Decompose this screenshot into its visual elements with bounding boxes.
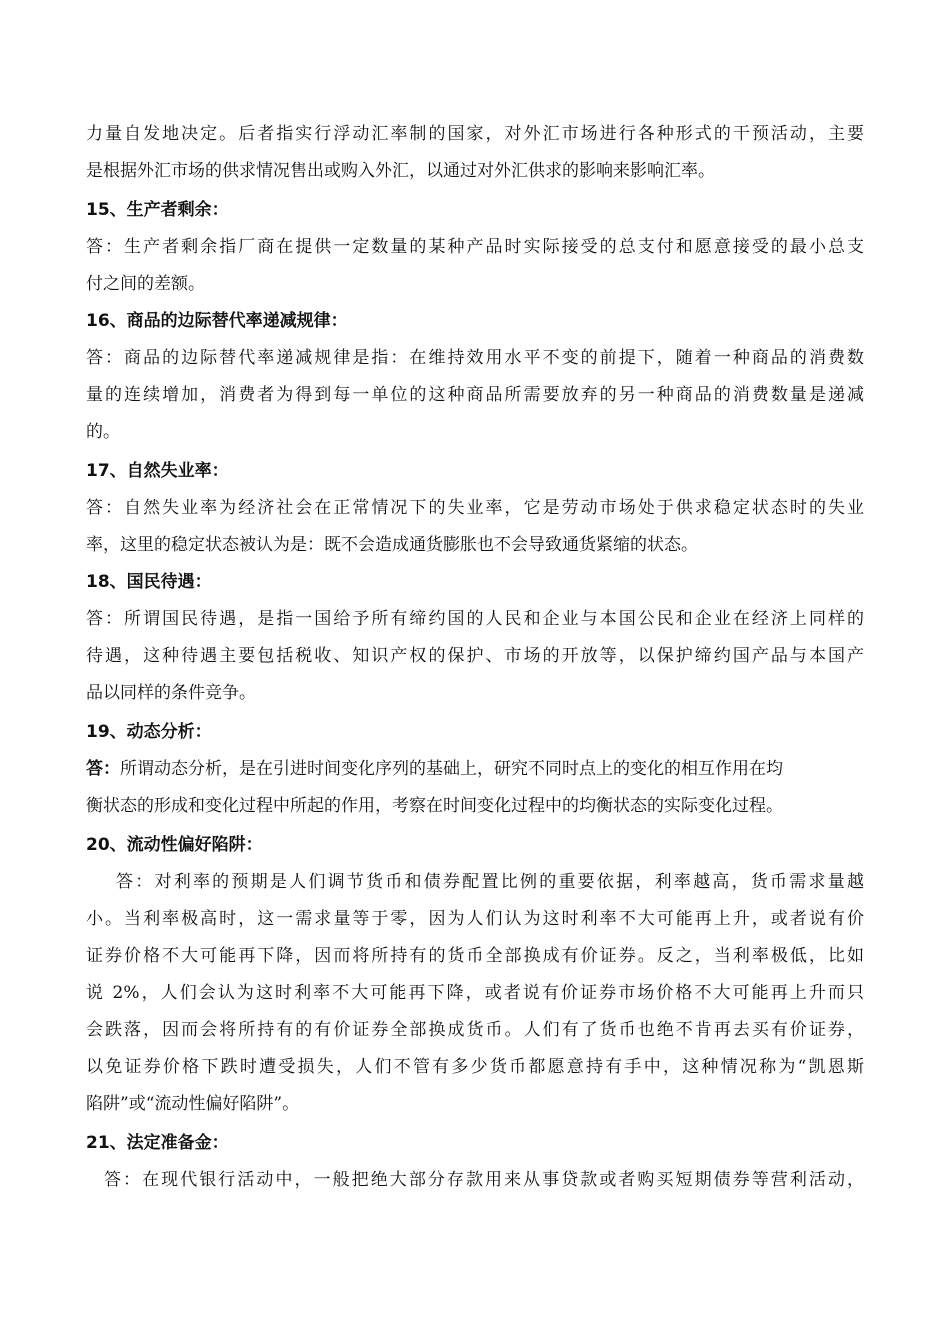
section-heading: 16、商品的边际替代率递减规律： bbox=[86, 311, 348, 331]
paragraph-line: 证券价格不大可能再下降，因而将所持有的货币全部换成有价证券。反之，当利率极低，比如 bbox=[86, 946, 864, 966]
answer-label: 答： bbox=[86, 759, 120, 779]
answer-text: 所谓动态分析，是在引进时间变化序列的基础上，研究不同时点上的变化的相互作用在均 bbox=[120, 759, 783, 779]
paragraph-line: 待遇，这种待遇主要包括税收、知识产权的保护、市场的开放等，以保护缔约国产品与本国产 bbox=[86, 646, 864, 666]
paragraph-line: 答：生产者剩余指厂商在提供一定数量的某种产品时实际接受的总支付和愿意接受的最小总支 bbox=[86, 237, 864, 257]
paragraph-line: 品以同样的条件竞争。 bbox=[86, 683, 256, 703]
section-heading: 18、国民待遇： bbox=[86, 572, 212, 592]
paragraph-line: 力量自发地决定。后者指实行浮动汇率制的国家，对外汇市场进行各种形式的干预活动，主要 bbox=[86, 124, 864, 144]
paragraph-line: 说 2%，人们会认为这时利率不大可能再下降，或者说有价证券市场价格不大可能再上升而只 bbox=[86, 983, 864, 1003]
paragraph-line bbox=[86, 755, 864, 783]
paragraph-line: 会跌落，因而会将所持有的有价证券全部换成货币。人们有了货币也绝不肯再去买有价证券， bbox=[86, 1020, 864, 1040]
paragraph-line: 答：自然失业率为经济社会在正常情况下的失业率，它是劳动市场处于供求稳定状态时的失业 bbox=[86, 498, 864, 518]
paragraph-line: 衡状态的形成和变化过程中所起的作用，考察在时间变化过程中的均衡状态的实际变化过程。 bbox=[86, 796, 783, 816]
paragraph-line: 答：商品的边际替代率递减规律是指：在维持效用水平不变的前提下，随着一种商品的消费数 bbox=[86, 348, 864, 368]
paragraph-line: 陷阱”或“流动性偏好陷阱”。 bbox=[86, 1094, 300, 1114]
paragraph-line: 答：在现代银行活动中，一般把绝大部分存款用来从事贷款或者购买短期债券等营利活动， bbox=[104, 1170, 864, 1190]
paragraph-line: 量的连续增加，消费者为得到每一单位的这种商品所需要放弃的另一种商品的消费数量是递减 bbox=[86, 385, 864, 405]
paragraph-line: 小。当利率极高时，这一需求量等于零，因为人们认为这时利率不大可能再上升，或者说有价 bbox=[86, 909, 864, 929]
section-heading: 20、流动性偏好陷阱： bbox=[86, 835, 263, 855]
paragraph-line: 率，这里的稳定状态被认为是：既不会造成通货膨胀也不会导致通货紧缩的状态。 bbox=[86, 535, 698, 555]
paragraph-line: 的。 bbox=[86, 422, 120, 442]
section-heading: 15、生产者剩余： bbox=[86, 200, 229, 220]
paragraph-line: 答：对利率的预期是人们调节货币和债券配置比例的重要依据，利率越高，货币需求量越 bbox=[116, 872, 864, 892]
paragraph-line: 是根据外汇市场的供求情况售出或购入外汇，以通过对外汇供求的影响来影响汇率。 bbox=[86, 161, 715, 181]
section-heading: 17、自然失业率： bbox=[86, 461, 229, 481]
section-heading: 21、法定准备金： bbox=[86, 1133, 229, 1153]
paragraph-line: 答：所谓国民待遇，是指一国给予所有缔约国的人民和企业与本国公民和企业在经济上同样的 bbox=[86, 609, 864, 629]
paragraph-line: 以免证券价格下跌时遭受损失，人们不管有多少货币都愿意持有手中，这种情况称为“凯恩斯 bbox=[86, 1057, 864, 1077]
section-heading: 19、动态分析： bbox=[86, 722, 212, 742]
paragraph-line: 付之间的差额。 bbox=[86, 274, 205, 294]
